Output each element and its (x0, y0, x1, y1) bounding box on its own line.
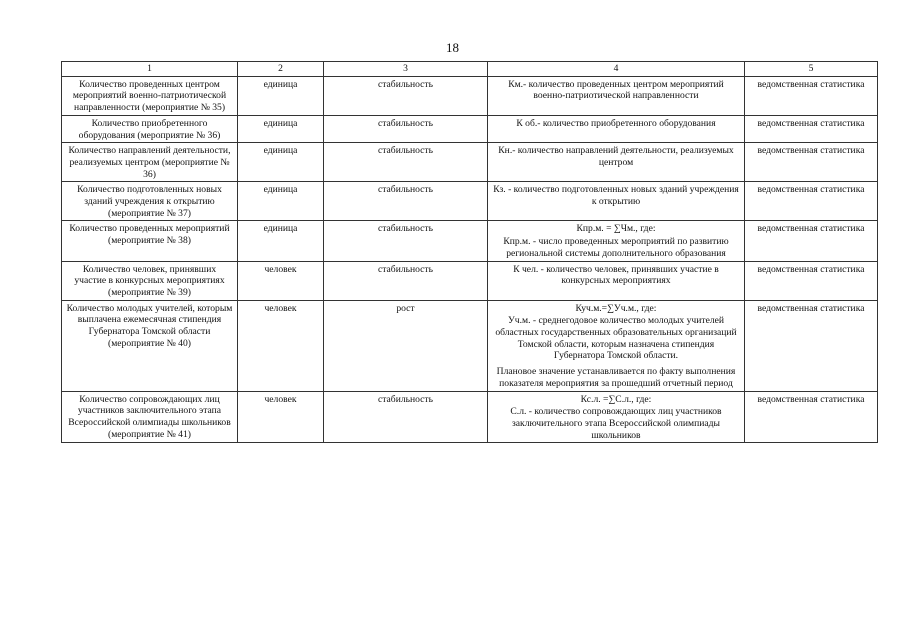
formula-line: Кн.- количество направлений деятельности, реализуемых центром (498, 145, 734, 168)
formula-line: Кпр.м. = ∑Чм., где: (576, 223, 656, 235)
table-row (62, 261, 878, 300)
table-row (62, 391, 878, 443)
formula-line: К чел. - количество человек, принявших участие в конкурсных мероприятиях (513, 263, 719, 287)
table-row (62, 300, 878, 391)
formula-cell (488, 143, 745, 182)
data-source-cell: ведомственная статистика (745, 221, 878, 261)
formula-line: Плановое значение устанавливается по факту выполнения показателя мероприятия за прошедший отчетный период (496, 366, 736, 389)
indicator-name-cell: Количество приобретенного оборудования (мероприятие № 36) (62, 115, 238, 142)
formula-cell (488, 391, 745, 443)
formula-cell (488, 300, 745, 391)
data-source-cell: ведомственная статистика (745, 182, 878, 221)
table-row (62, 221, 878, 261)
indicator-name-cell: Количество проведенных центром мероприятий военно-патриотической направленности (мероприятие № 35) (62, 76, 238, 115)
unit-cell: человек (238, 391, 324, 443)
unit-cell: единица (238, 143, 324, 182)
column-header: 2 (238, 62, 324, 77)
dynamics-cell: стабильность (324, 261, 488, 300)
formula-line: Уч.м. - среднегодовое количество молодых учителей областных государственных образовательных организаций Томской области, которым назначена стипендия Губернатора Томской области. (495, 315, 737, 362)
data-source-cell: ведомственная статистика (745, 115, 878, 142)
unit-cell: единица (238, 221, 324, 261)
formula-cell (488, 182, 745, 221)
dynamics-cell: стабильность (324, 182, 488, 221)
data-source-cell: ведомственная статистика (745, 261, 878, 300)
dynamics-cell: стабильность (324, 143, 488, 182)
page-number: 18 (446, 40, 459, 55)
formula-cell (488, 76, 745, 115)
indicator-name-cell: Количество сопровождающих лиц участников заключительного этапа Всероссийской олимпиады школьников (мероприятие № 41) (62, 391, 238, 443)
data-source-cell: ведомственная статистика (745, 143, 878, 182)
data-source-cell: ведомственная статистика (745, 391, 878, 443)
unit-cell: единица (238, 182, 324, 221)
indicator-name-cell: Количество направлений деятельности, реализуемых центром (мероприятие № 36) (62, 143, 238, 182)
column-header: 5 (745, 62, 878, 77)
table-row (62, 115, 878, 142)
formula-cell (488, 261, 745, 300)
indicator-name-cell: Количество молодых учителей, которым выплачена ежемесячная стипендия Губернатора Томской области (мероприятие № 40) (62, 300, 238, 391)
unit-cell: единица (238, 115, 324, 142)
table-row (62, 76, 878, 115)
dynamics-cell: стабильность (324, 221, 488, 261)
formula-cell (488, 115, 745, 142)
column-header: 1 (62, 62, 238, 77)
indicators-table (61, 61, 878, 443)
formula-line: С.л. - количество сопровождающих лиц участников заключительного этапа Всероссийской олимпиады школьников (510, 406, 722, 441)
data-source-cell: ведомственная статистика (745, 300, 878, 391)
formula-line: Кз. - количество подготовленных новых зданий учреждения к открытию (493, 184, 739, 208)
table-row (62, 143, 878, 182)
data-source-cell: ведомственная статистика (745, 76, 878, 115)
formula-line: К об.- количество приобретенного оборудования (516, 117, 716, 129)
indicator-name-cell: Количество проведенных мероприятий (мероприятие № 38) (62, 221, 238, 261)
unit-cell: единица (238, 76, 324, 115)
dynamics-cell: стабильность (324, 115, 488, 142)
table-row (62, 182, 878, 221)
formula-line: Куч.м.=∑Уч.м., где: (575, 302, 657, 314)
unit-cell: человек (238, 300, 324, 391)
table-body (62, 76, 878, 443)
formula-line: Кпр.м. - число проведенных мероприятий по развитию региональной системы дополнительного образования (503, 236, 729, 259)
indicator-name-cell: Количество человек, принявших участие в конкурсных мероприятиях (мероприятие № 39) (62, 261, 238, 300)
unit-cell: человек (238, 261, 324, 300)
table-header-row (62, 62, 878, 77)
formula-cell (488, 221, 745, 261)
dynamics-cell: рост (324, 300, 488, 391)
dynamics-cell: стабильность (324, 76, 488, 115)
formula-line: Кс.л. =∑С.л., где: (580, 393, 652, 405)
dynamics-cell: стабильность (324, 391, 488, 443)
column-header: 3 (324, 62, 488, 77)
formula-line: Км.- количество проведенных центром мероприятий военно-патриотической направленности (508, 78, 724, 102)
column-header: 4 (488, 62, 745, 77)
indicator-name-cell: Количество подготовленных новых зданий учреждения к открытию (мероприятие № 37) (62, 182, 238, 221)
